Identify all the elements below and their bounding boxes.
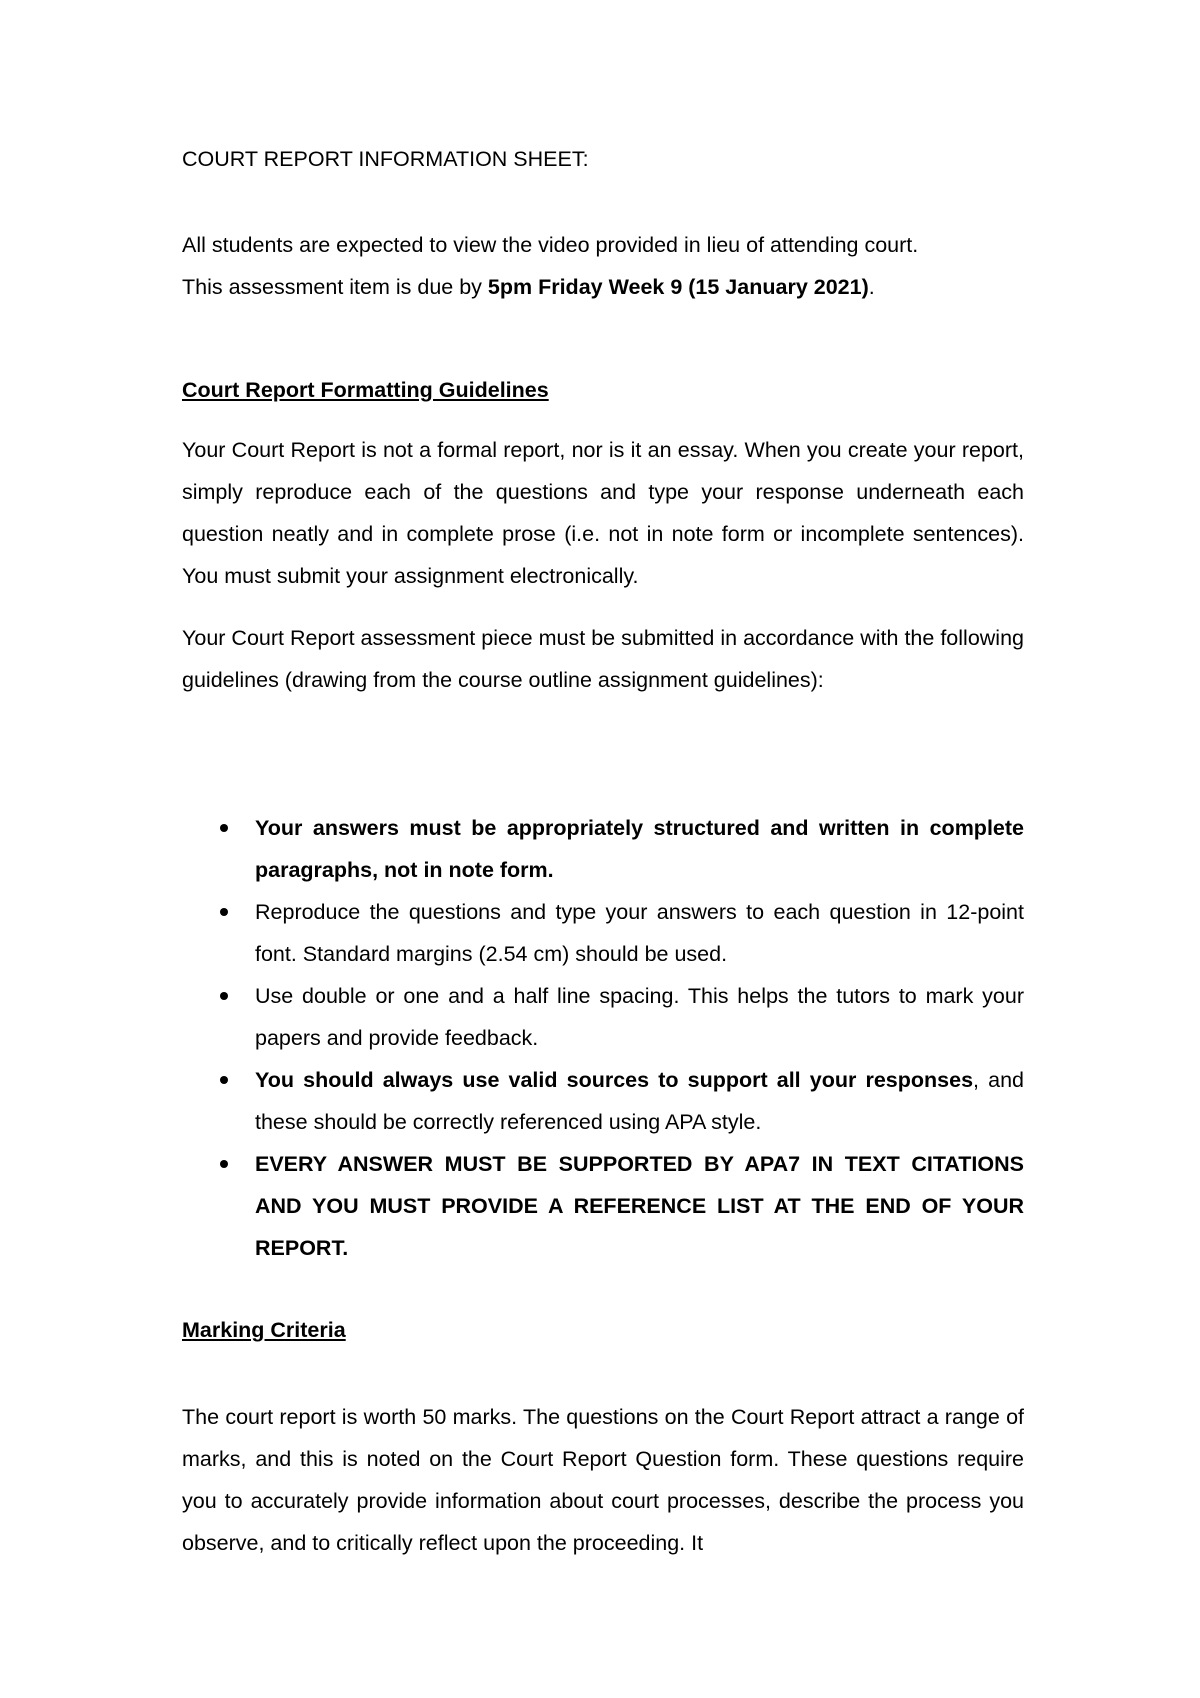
formatting-heading: Court Report Formatting Guidelines <box>182 378 549 402</box>
document-title <box>182 147 589 171</box>
intro-line-2 <box>182 275 875 299</box>
guideline-4-bold: You should always use valid sources to support all your responses <box>255 1068 974 1092</box>
marking-paragraph: The court report is worth 50 marks. The questions on the Court Report attract a range of marks, and this is noted on the Court Report Question form. These questions require you to accurately provide information about court processes, describe the process you observe, and to critically reflect upon the proceeding. It <box>182 1405 1024 1555</box>
guideline-5: EVERY ANSWER MUST BE SUPPORTED BY APA7 IN TEXT CITATIONS AND YOU MUST PROVIDE A REFERENCE LIST AT THE END OF YOUR REPORT. <box>255 1152 1024 1260</box>
intro-line-1: All students are expected to view the video provided in lieu of attending court. <box>182 233 919 257</box>
list-item <box>182 891 1024 975</box>
bullet-icon <box>220 1160 228 1168</box>
guidelines-list <box>182 807 1024 1269</box>
due-suffix: . <box>868 275 875 299</box>
title-text: COURT REPORT INFORMATION SHEET: <box>182 147 589 171</box>
list-item <box>182 975 1024 1059</box>
guideline-3: Use double or one and a half line spacing. This helps the tutors to mark your papers and provide feedback. <box>255 984 1024 1050</box>
formatting-paragraph-1: Your Court Report is not a formal report, nor is it an essay. When you create your report, simply reproduce each of the questions and type your response underneath each question neatly and in complete prose (i.e. not in note form or incomplete sentences). You must submit your assignment electronically. <box>182 438 1024 588</box>
list-item <box>182 807 1024 891</box>
formatting-paragraph-2: Your Court Report assessment piece must be submitted in accordance with the following guidelines (drawing from the course outline assignment guidelines): <box>182 626 1024 692</box>
due-date: 5pm Friday Week 9 (15 January 2021) <box>487 275 869 299</box>
guideline-1: Your answers must be appropriately structured and written in complete paragraphs, not in note form. <box>255 816 1024 882</box>
guideline-4-rest: , and these should be correctly referenced using APA style. <box>255 1068 1024 1134</box>
list-item <box>182 1059 1024 1143</box>
list-item <box>182 1143 1024 1269</box>
bullet-icon <box>220 992 228 1000</box>
bullet-icon <box>220 908 228 916</box>
bullet-icon <box>220 1076 228 1084</box>
guideline-2: Reproduce the questions and type your answers to each question in 12-point font. Standard margins (2.54 cm) should be used. <box>255 900 1024 966</box>
bullet-icon <box>220 824 228 832</box>
marking-heading: Marking Criteria <box>182 1318 346 1342</box>
due-prefix: This assessment item is due by <box>182 275 488 299</box>
